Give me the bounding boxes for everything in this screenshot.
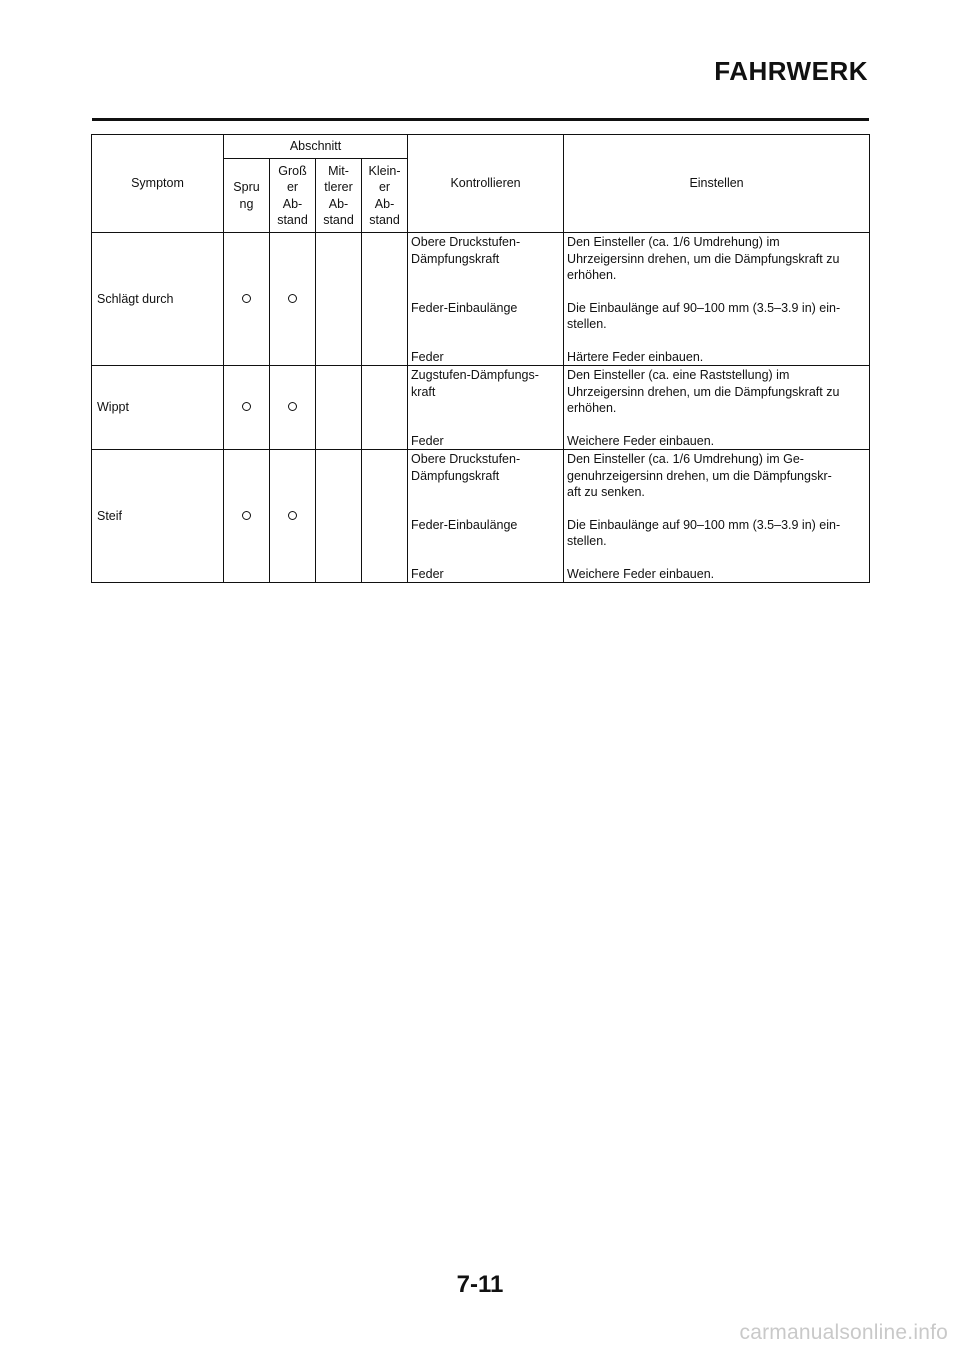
adjust-cell [564, 450, 870, 583]
adjust-item: Den Einsteller (ca. 1/6 Umdrehung) im Ge- genuhrzeigersinn drehen, um die Dämpfungskr- aft zu senken. [567, 452, 832, 499]
adjust-item: Weichere Feder einbauen. [567, 566, 715, 581]
symptom-cell: Schlägt durch [92, 233, 224, 366]
page-title: FAHRWERK [714, 56, 868, 86]
header-symptom: Symptom [92, 135, 224, 233]
adjust-item: Den Einsteller (ca. eine Raststellung) im Uhrzeigersinn drehen, um die Dämpfungskraft zu erhöhen. [567, 368, 840, 415]
section-mark-cell [270, 233, 316, 366]
table-row [92, 233, 870, 366]
section-mark-cell [224, 366, 270, 450]
section-mark-cell [270, 366, 316, 450]
watermark: carmanualsonline.info [739, 1321, 948, 1344]
section-mark-cell [316, 366, 362, 450]
header-section-small-gap: Klein- er Ab- stand [362, 159, 408, 233]
check-item: Obere Druckstufen- Dämpfungskraft [411, 452, 521, 483]
section-mark-cell [224, 450, 270, 583]
circle-mark-icon [288, 402, 297, 411]
circle-mark-icon [242, 511, 251, 520]
check-cell [408, 450, 564, 583]
circle-mark-icon [288, 294, 297, 303]
symptom-cell: Steif [92, 450, 224, 583]
header-section-large-gap: Groß er Ab- stand [270, 159, 316, 233]
check-item: Feder-Einbaulänge [411, 300, 518, 315]
circle-mark-icon [288, 511, 297, 520]
header-section-jump: Spru ng [224, 159, 270, 233]
check-cell [408, 233, 564, 366]
table-row [92, 366, 870, 450]
check-item: Feder [411, 349, 444, 364]
section-mark-cell [362, 233, 408, 366]
page-number: 7-11 [456, 1271, 504, 1298]
header-rule [92, 118, 869, 121]
check-item: Obere Druckstufen- Dämpfungskraft [411, 235, 521, 266]
section-mark-cell [224, 233, 270, 366]
section-mark-cell [316, 450, 362, 583]
section-mark-cell [270, 450, 316, 583]
header-check: Kontrollieren [408, 135, 564, 233]
check-item: Feder [411, 433, 444, 448]
suspension-troubleshooting-table [91, 134, 870, 583]
adjust-item: Weichere Feder einbauen. [567, 433, 715, 448]
adjust-item: Den Einsteller (ca. 1/6 Umdrehung) im Uhrzeigersinn drehen, um die Dämpfungskraft zu erhöhen. [567, 235, 840, 282]
adjust-cell [564, 233, 870, 366]
symptom-cell: Wippt [92, 366, 224, 450]
header-section: Abschnitt [224, 135, 408, 159]
adjust-cell [564, 366, 870, 450]
check-item: Feder-Einbaulänge [411, 517, 518, 532]
table-row [92, 450, 870, 583]
adjust-item: Die Einbaulänge auf 90–100 mm (3.5–3.9 in) ein- stellen. [567, 517, 841, 548]
circle-mark-icon [242, 402, 251, 411]
check-cell [408, 366, 564, 450]
section-mark-cell [316, 233, 362, 366]
check-item: Zugstufen-Dämpfungs- kraft [411, 368, 539, 399]
adjust-item: Härtere Feder einbauen. [567, 349, 704, 364]
circle-mark-icon [242, 294, 251, 303]
header-section-medium-gap: Mit- tlerer Ab- stand [316, 159, 362, 233]
header-adjust: Einstellen [564, 135, 870, 233]
section-mark-cell [362, 366, 408, 450]
check-item: Feder [411, 566, 444, 581]
adjust-item: Die Einbaulänge auf 90–100 mm (3.5–3.9 in) ein- stellen. [567, 300, 841, 331]
section-mark-cell [362, 450, 408, 583]
